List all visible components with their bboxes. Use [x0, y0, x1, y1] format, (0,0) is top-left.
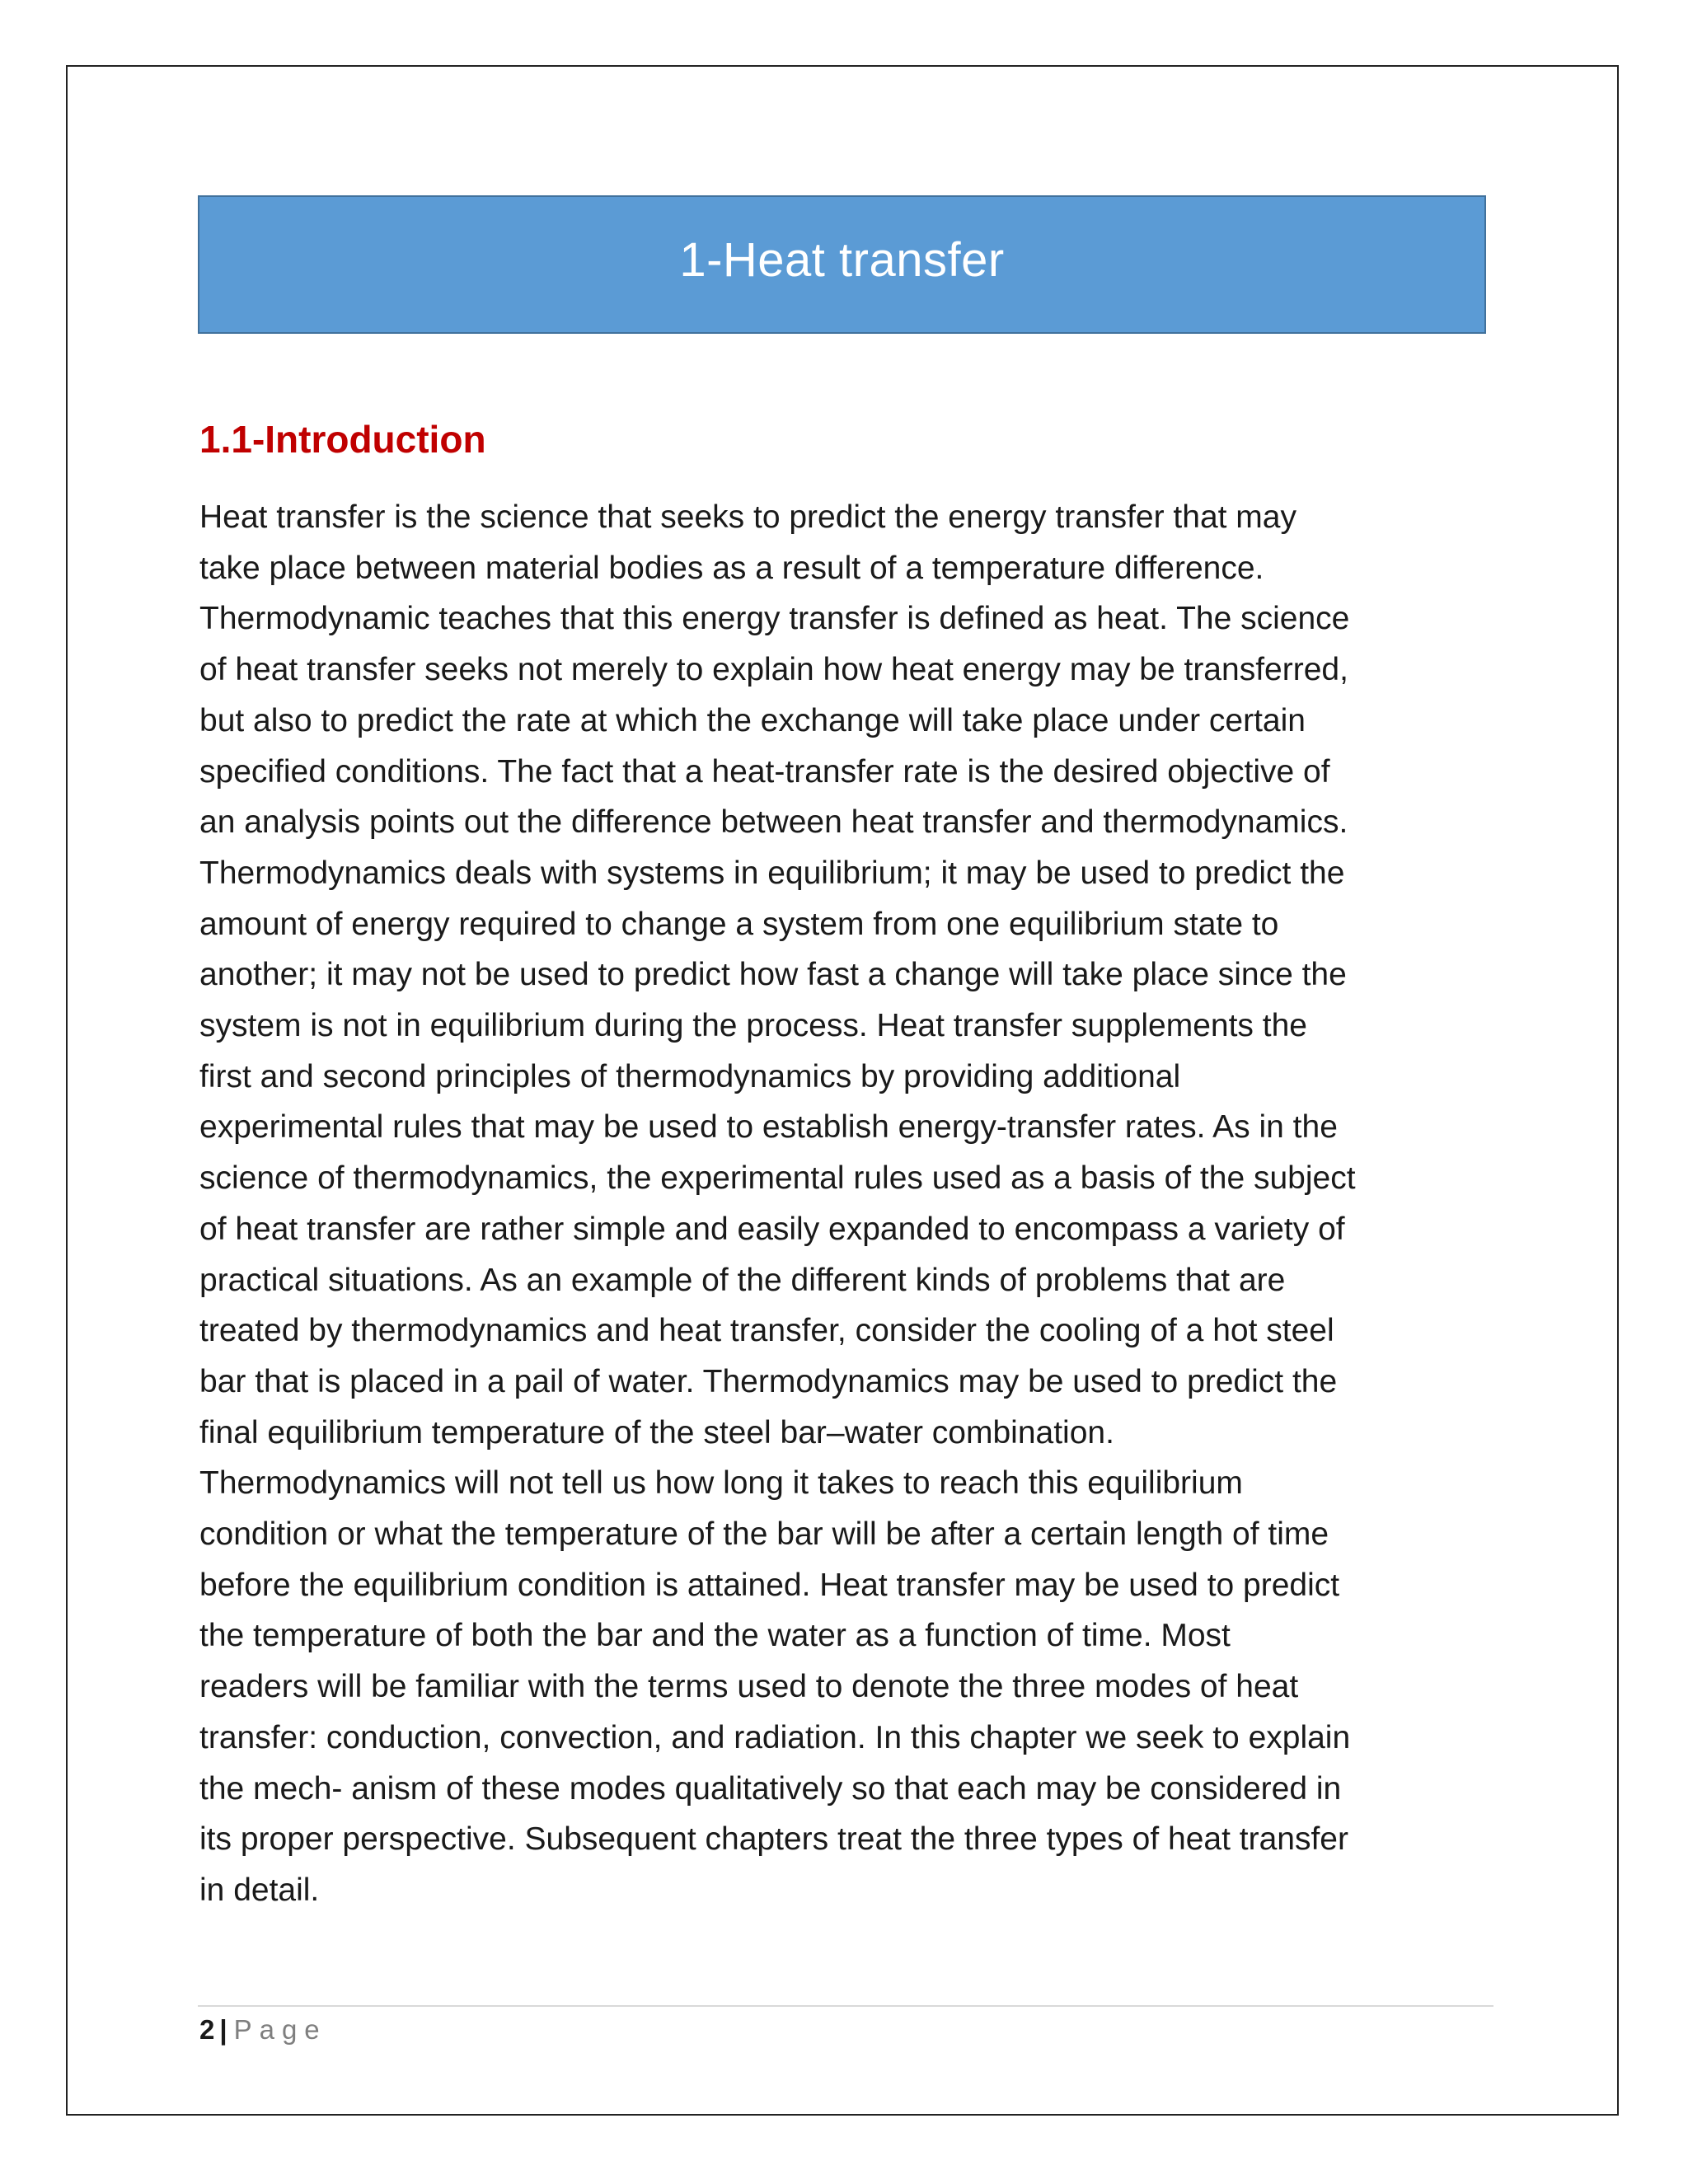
section-heading: 1.1-Introduction [199, 418, 486, 461]
body-paragraph: Heat transfer is the science that seeks to predict the energy transfer that may take place between material bodies as a result of a temperature difference. Thermodynamic teaches that this energy transfer is defined as heat. The science of heat transfer seeks not merely to explain how heat energy may be transferred, but also to predict the rate at which the exchange will take place under certain specified conditions. The fact that a heat-transfer rate is the desired objective of an analysis points out the difference between heat transfer and thermodynamics. Thermodynamics deals with systems in equilibrium; it may be used to predict the amount of energy required to change a system from one equilibrium state to another; it may not be used to predict how fast a change will take place since the system is not in equilibrium during the process. Heat transfer supplements the first and second principles of thermodynamics by providing additional experimental rules that may be used to establish energy-transfer rates. As in the science of thermodynamics, the experimental rules used as a basis of the subject of heat transfer are rather simple and easily expanded to encompass a variety of practical situations. As an example of the different kinds of problems that are treated by thermodynamics and heat transfer, consider the cooling of a hot steel bar that is placed in a pail of water. Thermodynamics may be used to predict the final equilibrium temperature of the steel bar–water combination. Thermodynamics will not tell us how long it takes to reach this equilibrium condition or what the temperature of the bar will be after a certain length of time before the equilibrium condition is attained. Heat transfer may be used to predict the temperature of both the bar and the water as a function of time. Most readers will be familiar with the terms used to denote the three modes of heat transfer: conduction, convection, and radiation. In this chapter we seek to explain the mech- anism of these modes qualitatively so that each may be considered in its proper perspective. Subsequent chapters treat the three types of heat transfer in detail. [199, 499, 1356, 1908]
footer-separator: | [219, 2014, 227, 2045]
chapter-title: 1-Heat transfer [679, 232, 1005, 287]
footer-divider [198, 2005, 1493, 2007]
page-footer [199, 2011, 327, 2049]
page-number: 2 [199, 2014, 215, 2045]
page-label: Page [233, 2014, 327, 2045]
chapter-title-banner [198, 195, 1486, 334]
